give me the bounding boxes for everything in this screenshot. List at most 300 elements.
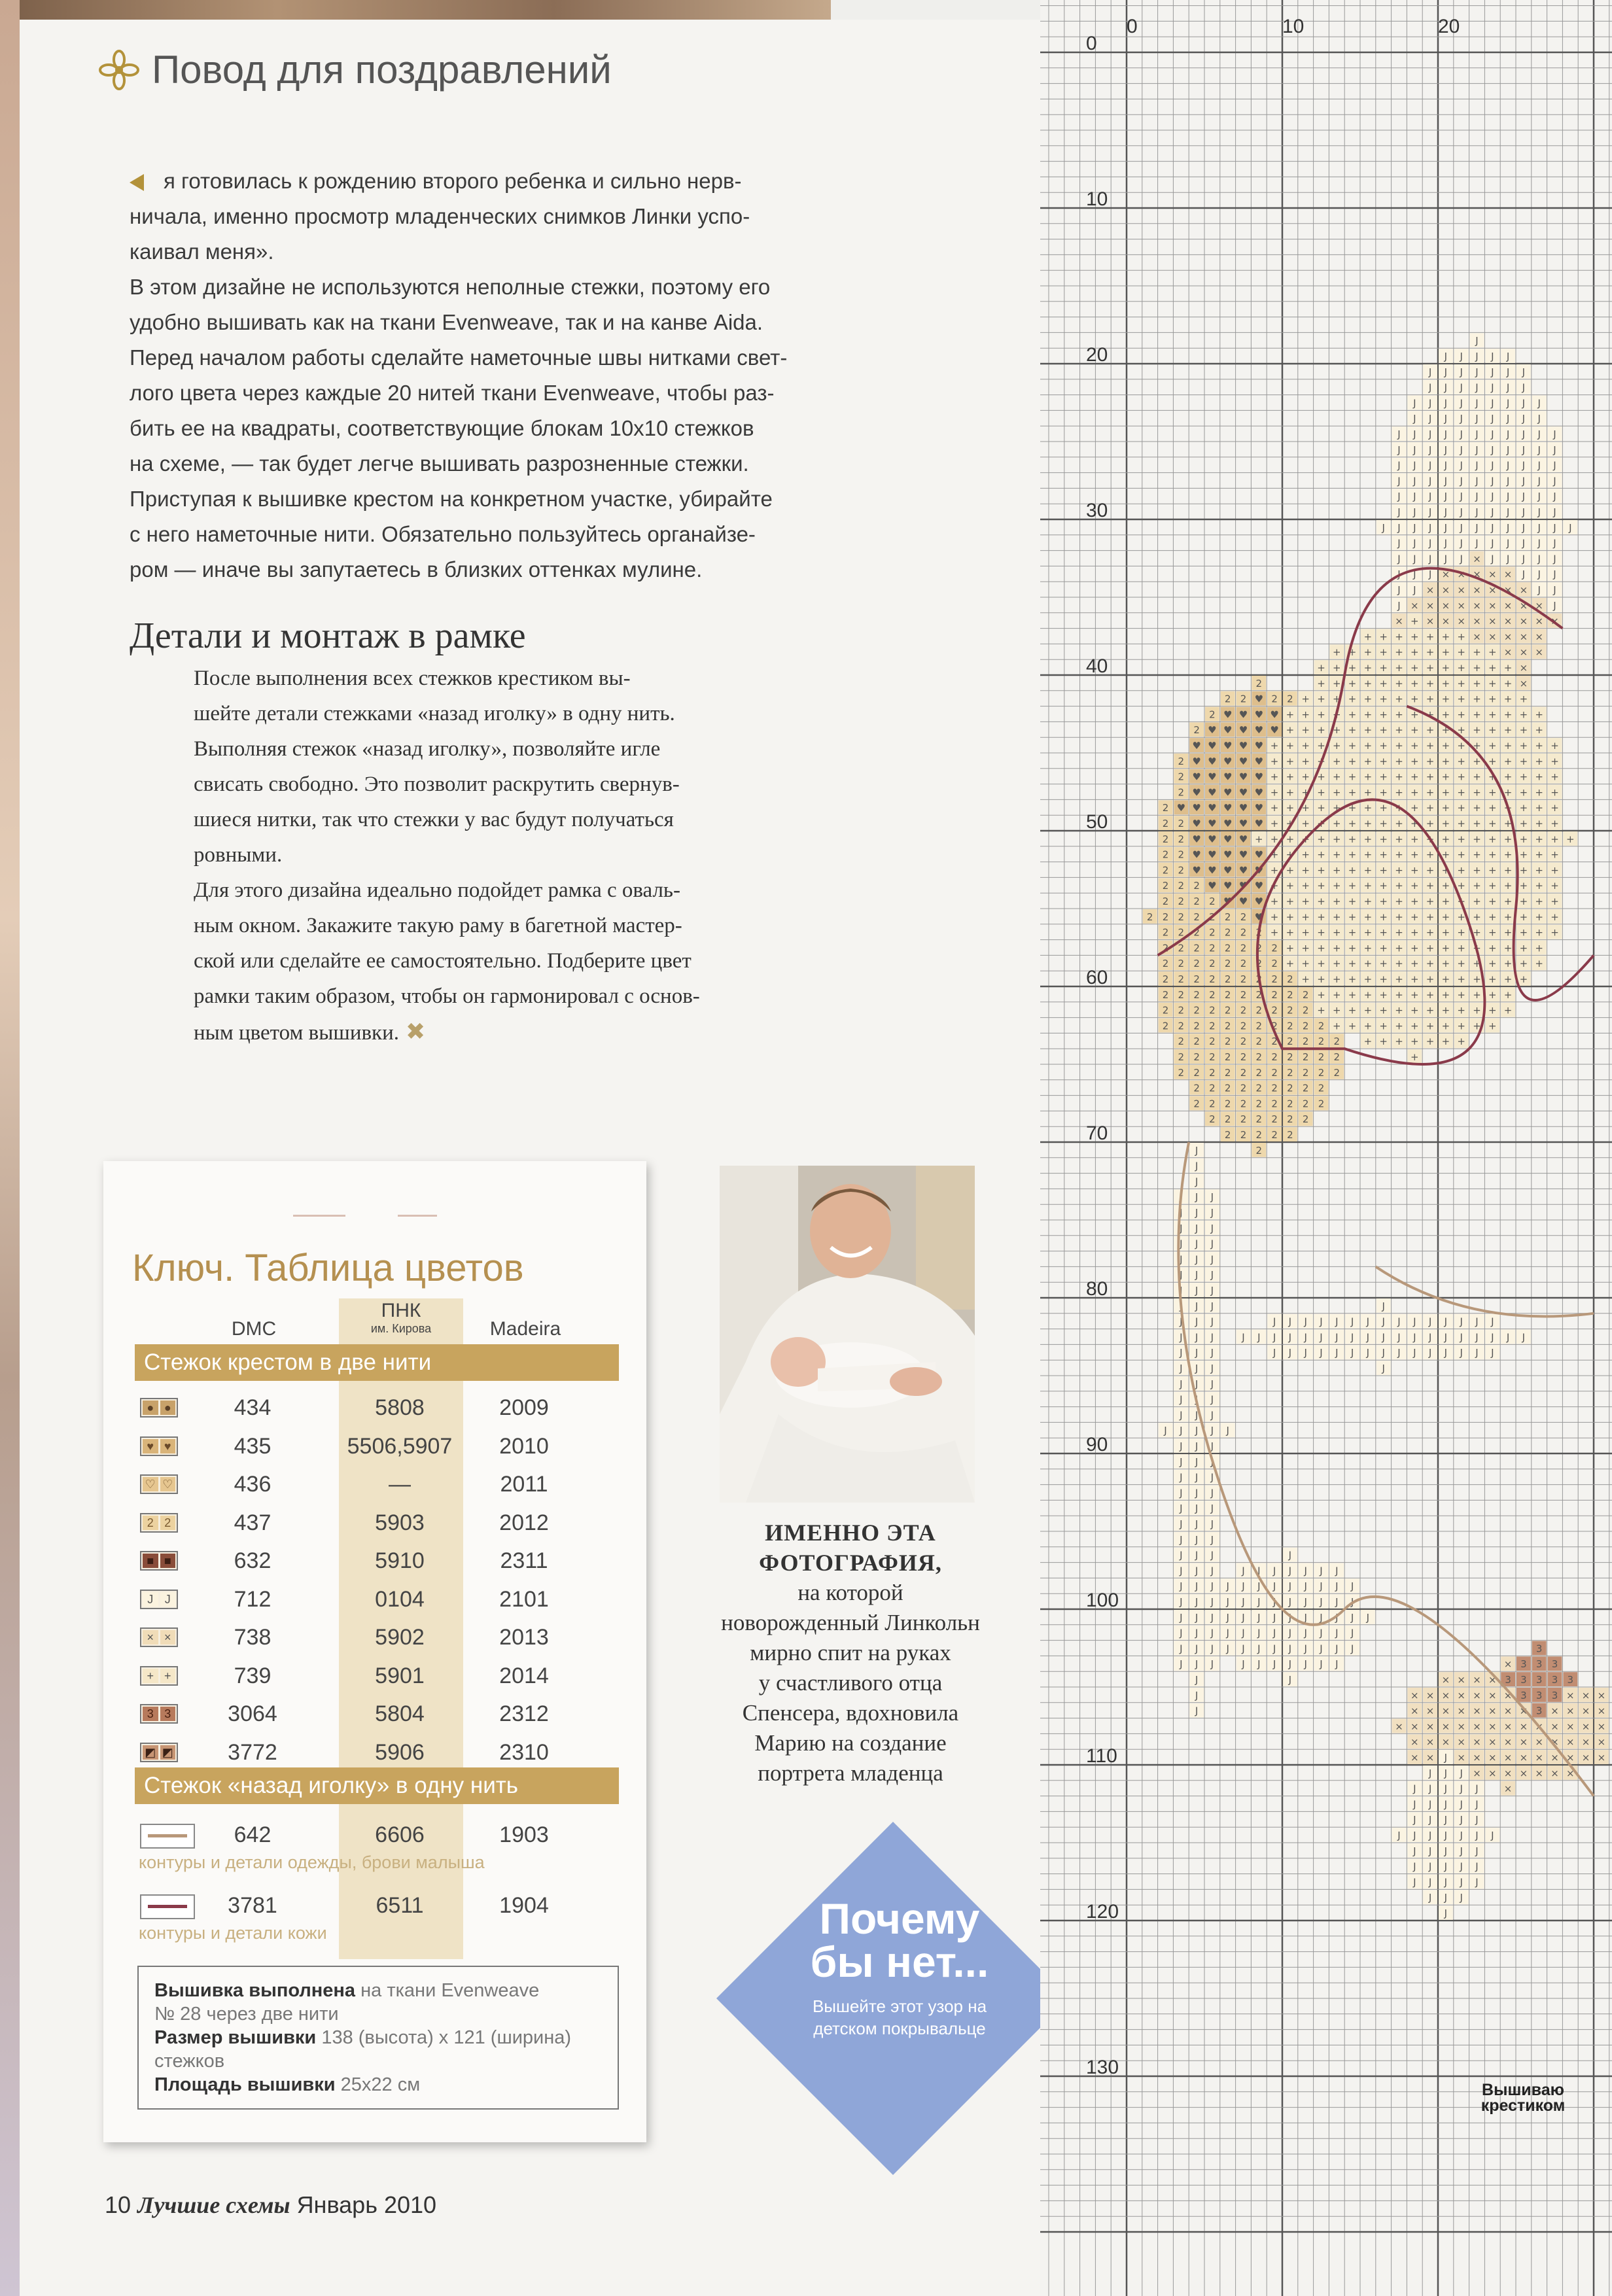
caption-line: мирно спит на руках <box>750 1640 951 1665</box>
stitch-symbol: ♥ <box>1208 740 1217 752</box>
stitch-symbol: + <box>1519 771 1528 783</box>
stitch-symbol: J <box>1553 584 1556 596</box>
stitch-symbol: J <box>1522 506 1526 518</box>
stitch-symbol: + <box>1270 926 1279 939</box>
stitch-symbol: + <box>1426 1020 1435 1032</box>
stitch-symbol: J <box>1460 521 1463 534</box>
stitch-symbol: 2 <box>1178 896 1185 907</box>
stitch-symbol: J <box>1397 1331 1401 1344</box>
intro-line: В этом дизайне не используются неполные стежки, поэтому его <box>130 275 771 299</box>
stitch-symbol: J <box>1444 444 1448 456</box>
stitch-symbol: J <box>1475 1315 1479 1328</box>
stitch-symbol: J <box>1195 1705 1199 1717</box>
stitch-symbol: + <box>1270 802 1279 814</box>
stitch-symbol: J <box>1428 1845 1432 1857</box>
stitch-symbol: + <box>1551 896 1559 907</box>
stitch-symbol: J <box>1537 459 1541 472</box>
stitch-symbol: + <box>1441 911 1450 923</box>
details-text <box>194 661 835 1051</box>
stitch-symbol: + <box>1379 662 1388 674</box>
stitch-symbol: J <box>1428 444 1432 456</box>
stitch-symbol: 2 <box>1271 1098 1278 1110</box>
stitch-symbol: 2 <box>1162 973 1169 985</box>
stitch-symbol: J <box>1444 1892 1448 1904</box>
stitch-symbol: + <box>1301 833 1310 845</box>
stitch-symbol: J <box>1491 351 1494 362</box>
stitch-symbol: × <box>1410 1752 1419 1764</box>
stitch-symbol: + <box>1363 818 1373 829</box>
stitch-symbol: J <box>1397 553 1401 565</box>
stitch-symbol: + <box>1348 724 1357 737</box>
stitch-symbol: × <box>1473 1720 1481 1733</box>
stitch-symbol: J <box>1491 444 1494 456</box>
stitch-symbol: × <box>1581 1705 1590 1717</box>
stitch-symbol: × <box>1473 553 1481 565</box>
stitch-symbol: + <box>1395 848 1403 861</box>
stitch-symbol: 2 <box>1224 1129 1231 1141</box>
caption-title-2: ФОТОГРАФИЯ, <box>759 1550 942 1576</box>
stitch-symbol: + <box>1410 740 1419 752</box>
stitch-symbol: J <box>1242 1331 1245 1344</box>
stitch-symbol: × <box>1426 1689 1435 1701</box>
stitch-symbol: J <box>1210 1565 1214 1577</box>
stitch-symbol: + <box>1379 833 1388 845</box>
stitch-symbol: + <box>1379 677 1388 689</box>
stitch-symbol: 3 <box>1535 1643 1543 1655</box>
stitch-symbol: J <box>1491 413 1494 425</box>
stitch-symbol: 2 <box>1240 1082 1247 1094</box>
stitch-symbol: 2 <box>1178 958 1185 970</box>
stitch-symbol: J <box>1350 1596 1354 1608</box>
stitch-symbol: J <box>1210 1363 1214 1374</box>
stitch-symbol: + <box>1488 662 1497 674</box>
stitch-symbol: J <box>1491 366 1494 378</box>
stitch-symbol: J <box>1428 1814 1432 1826</box>
stitch-symbol: 2 <box>1318 1020 1325 1032</box>
stitch-symbol: + <box>1301 880 1310 892</box>
stitch-symbol: + <box>1441 786 1450 799</box>
stitch-symbol: J <box>1506 537 1510 549</box>
stitch-symbol: + <box>1395 646 1403 659</box>
stitch-symbol: 3 <box>1520 1674 1527 1686</box>
stitch-symbol: J <box>1444 1315 1448 1328</box>
stitch-symbol: J <box>1195 1300 1199 1312</box>
stitch-symbol: + <box>1333 677 1341 689</box>
stitch-symbol: J <box>1491 1315 1494 1328</box>
stitch-symbol: × <box>1457 1720 1465 1733</box>
stitch-symbol: J <box>1460 428 1463 440</box>
stitch-symbol: J <box>1210 1425 1214 1437</box>
dmc-code: 3772 <box>228 1739 277 1765</box>
stitch-symbol: + <box>1503 911 1513 923</box>
stitch-symbol: ♥ <box>1223 708 1233 721</box>
dmc-code: 3781 <box>228 1893 277 1918</box>
stitch-symbol: J <box>1335 1315 1339 1328</box>
stitch-symbol: + <box>1488 1020 1497 1032</box>
stitch-symbol: × <box>1566 1705 1575 1717</box>
stitch-symbol: + <box>1395 755 1403 767</box>
stitch-symbol: J <box>1475 1845 1479 1857</box>
stitch-symbol: ♥ <box>1223 802 1233 814</box>
stitch-symbol: ● ● <box>140 1398 178 1418</box>
stitch-symbol: × <box>1473 1674 1481 1686</box>
stitch-symbol: J <box>1444 1331 1448 1344</box>
stitch-symbol: × <box>1566 1767 1575 1779</box>
stitch-symbol: + <box>1410 646 1419 659</box>
stitch-symbol: + <box>1519 786 1528 799</box>
stitch-symbol: J <box>1553 491 1556 503</box>
stitch-symbol: J <box>1460 1783 1463 1795</box>
intro-line: лого цвета через каждые 20 нитей ткани Evenweave, чтобы раз- <box>130 381 775 405</box>
stitch-symbol: + <box>1286 724 1295 737</box>
pnk-code: 0104 <box>375 1586 425 1612</box>
stitch-symbol: + <box>1286 958 1295 970</box>
key-row <box>135 1658 619 1696</box>
stitch-symbol: × <box>1535 646 1543 659</box>
stitch-symbol: ♥ <box>1238 755 1248 767</box>
stitch-symbol: 2 <box>1255 1004 1263 1017</box>
stitch-symbol: J <box>1272 1643 1276 1655</box>
pnk-code: 5506,5907 <box>347 1433 453 1459</box>
stitch-symbol: 2 <box>1178 988 1185 1001</box>
stitch-symbol: J <box>1460 444 1463 456</box>
stitch-symbol: J <box>1460 506 1463 518</box>
stitch-symbol: J <box>1537 413 1541 425</box>
stitch-symbol: + <box>1488 896 1497 907</box>
stitch-symbol: 2 <box>1193 880 1200 892</box>
stitch-symbol: + <box>1363 802 1373 814</box>
dmc-code: 712 <box>234 1586 272 1612</box>
stitch-symbol: ♥ <box>1254 896 1264 907</box>
stitch-symbol: ♥ <box>1254 708 1264 721</box>
stitch-symbol: × <box>1441 1736 1450 1748</box>
stitch-symbol: + <box>1473 771 1481 783</box>
stitch-symbol: + <box>1519 911 1528 923</box>
stitch-symbol: 2 <box>1178 1020 1185 1032</box>
stitch-symbol: J <box>1460 491 1463 503</box>
stitch-symbol: + <box>1426 818 1435 829</box>
stitch-symbol: J <box>1210 1580 1214 1593</box>
stitch-symbol: + <box>1348 896 1357 907</box>
stitch-symbol: × <box>1597 1689 1606 1701</box>
stitch-symbol: ♥ <box>1270 724 1279 737</box>
stitch-symbol: ♥ <box>1223 896 1233 907</box>
stitch-symbol: J <box>1569 521 1572 534</box>
row-label: 120 <box>1086 1901 1119 1922</box>
stitch-symbol: 2 <box>1224 926 1231 939</box>
stitch-symbol: J <box>1257 1627 1261 1639</box>
stitch-symbol: 2 <box>1209 973 1216 985</box>
stitch-symbol: ♥ <box>1238 724 1248 737</box>
stitch-symbol: 2 <box>1255 1020 1263 1032</box>
stitch-symbol: J <box>1428 521 1432 534</box>
stitch-symbol: + <box>1317 988 1325 1001</box>
dmc-code: 738 <box>234 1625 272 1650</box>
stitch-symbol: J <box>1397 584 1401 596</box>
stitch-symbol: + <box>1519 880 1528 892</box>
stitch-symbol: + <box>1426 786 1435 799</box>
stitch-symbol: + <box>1426 708 1435 721</box>
stitch-symbol: J <box>1288 1658 1292 1671</box>
stitch-symbol: + <box>1426 755 1435 767</box>
stitch-symbol: J <box>1413 1860 1416 1873</box>
stitch-symbol: + <box>1317 833 1325 845</box>
stitch-symbol: + <box>1348 880 1357 892</box>
intro-line: удобно вышивать как на ткани Evenweave, так и на канве Aida. <box>130 310 763 334</box>
stitch-symbol: J <box>1460 413 1463 425</box>
stitch-symbol: + <box>1379 708 1388 721</box>
pnk-code: 6606 <box>375 1822 425 1847</box>
stitch-symbol: × <box>1473 615 1481 627</box>
stitch-symbol: ♥ <box>1223 818 1233 829</box>
dmc-code: 436 <box>234 1472 272 1497</box>
stitch-symbol: + <box>1410 958 1419 970</box>
stitch-symbol: J <box>1522 568 1526 581</box>
stitch-symbol: 2 <box>1193 1004 1200 1017</box>
stitch-symbol: × <box>1473 631 1481 643</box>
stitch-symbol: ♥ <box>1208 755 1217 767</box>
stitch-symbol: ♥ <box>1208 880 1217 892</box>
stitch-symbol: + <box>1441 958 1450 970</box>
cross-stitch-chart <box>1040 0 1612 2296</box>
stitch-symbol: × <box>1441 568 1450 581</box>
stitch-symbol: × <box>1457 584 1465 596</box>
madeira-code: 2013 <box>499 1625 549 1650</box>
stitch-symbol: + <box>1473 911 1481 923</box>
stitch-symbol: + <box>1348 864 1357 877</box>
stitch-symbol: J <box>1304 1580 1307 1593</box>
stitch-symbol: + <box>1503 724 1513 737</box>
stitch-symbol: ♥ <box>1254 740 1264 752</box>
stitch-symbol: J <box>1382 1347 1385 1359</box>
stitch-symbol: + <box>1551 864 1559 877</box>
stitch-symbol: 3 3 <box>140 1704 178 1724</box>
stitch-symbol: + <box>1348 708 1357 721</box>
stitch-symbol: + <box>1270 896 1279 907</box>
stitch-symbol: J <box>1506 428 1510 440</box>
stitch-symbol: J <box>1195 1315 1199 1328</box>
stitch-symbol: 2 <box>1209 942 1216 954</box>
stitch-symbol: + <box>1301 911 1310 923</box>
stitch-symbol: ♥ <box>1192 771 1201 783</box>
stitch-symbol: J <box>1522 381 1526 394</box>
stitch-symbol: + <box>1395 942 1403 954</box>
pnk-code: 5902 <box>375 1625 425 1650</box>
stitch-symbol: 2 <box>1178 833 1185 845</box>
dmc-code: 434 <box>234 1395 272 1420</box>
stitch-symbol: × <box>1441 615 1450 627</box>
stitch-symbol: + <box>1317 677 1325 689</box>
stitch-symbol: J <box>1304 1611 1307 1624</box>
stitch-symbol: J <box>1195 1222 1199 1234</box>
stitch-symbol: 2 <box>1255 1098 1263 1110</box>
magazine-logo: Вышиваю крестиком <box>1481 2081 1566 2115</box>
stitch-symbol: + <box>1379 786 1388 799</box>
stitch-symbol: + <box>1535 896 1543 907</box>
stitch-symbol: × <box>1503 1752 1513 1764</box>
stitch-symbol: J <box>1210 1253 1214 1266</box>
stitch-symbol: + <box>1301 973 1310 985</box>
stitch-symbol: J <box>1288 1627 1292 1639</box>
stitch-symbol: J <box>1397 1830 1401 1841</box>
stitch-symbol: + <box>1348 755 1357 767</box>
stitch-symbol: + <box>1363 771 1373 783</box>
stitch-symbol: J <box>1210 1503 1214 1515</box>
photo-edge-top <box>0 0 831 20</box>
col-header-madeira: Madeira <box>489 1318 561 1340</box>
stitch-symbol: J <box>1288 1674 1292 1686</box>
stitch-symbol: + <box>1488 973 1497 985</box>
backstitch-note: контуры и детали одежды, брови малыша <box>139 1852 485 1872</box>
stitch-symbol: J <box>1195 1643 1199 1655</box>
stitch-symbol: 2 <box>1240 1113 1247 1126</box>
stitch-symbol: J <box>1288 1549 1292 1561</box>
stitch-symbol: + <box>1379 988 1388 1001</box>
stitch-symbol: + <box>1317 864 1325 877</box>
stitch-symbol: 2 <box>1209 911 1216 923</box>
stitch-symbol: 2 <box>1224 911 1231 923</box>
stitch-symbol: J <box>1413 491 1416 503</box>
stitch-symbol: ♥ <box>1270 708 1279 721</box>
stitch-symbol: J <box>1257 1580 1261 1593</box>
stitch-symbol: + <box>1551 771 1559 783</box>
stitch-symbol: J <box>1428 1331 1432 1344</box>
stitch-symbol: J <box>1320 1331 1323 1344</box>
stitch-symbol: J <box>1272 1580 1276 1593</box>
stitch-symbol: + <box>1270 848 1279 861</box>
spec-box <box>137 1966 619 2110</box>
stitch-symbol: 2 <box>1193 896 1200 907</box>
stitch-symbol: J <box>1413 413 1416 425</box>
stitch-symbol: + <box>1457 911 1465 923</box>
stitch-symbol: × <box>1519 584 1528 596</box>
stitch-symbol: + <box>1535 911 1543 923</box>
stitch-symbol: + <box>1441 1020 1450 1032</box>
stitch-symbol: 2 <box>1287 1098 1293 1110</box>
stitch-symbol: + <box>1488 1004 1497 1017</box>
stitch-symbol: + <box>1473 677 1481 689</box>
stitch-symbol: J <box>1226 1596 1229 1608</box>
stitch-symbol: × <box>1503 1689 1513 1701</box>
stitch-symbol: + <box>1488 724 1497 737</box>
stitch-symbol: J <box>1350 1347 1354 1359</box>
stitch-symbol: + <box>1286 942 1295 954</box>
stitch-symbol: J <box>1195 1191 1199 1204</box>
stitch-symbol: × <box>1457 1736 1465 1748</box>
stitch-symbol: J <box>1382 1363 1385 1374</box>
stitch-symbol: 2 <box>1240 1129 1247 1141</box>
stitch-symbol: ♥ <box>1223 724 1233 737</box>
stitch-symbol: + <box>1379 926 1388 939</box>
stitch-symbol: × <box>1503 1783 1513 1795</box>
stitch-symbol: J <box>1553 506 1556 518</box>
stitch-symbol: J <box>1180 1425 1183 1437</box>
stitch-symbol: 3 <box>1535 1689 1543 1701</box>
stitch-symbol: J <box>1413 568 1416 581</box>
stitch-symbol: J <box>1428 568 1432 581</box>
stitch-symbol: J <box>1553 553 1556 565</box>
stitch-symbol: 2 <box>1178 1004 1185 1017</box>
stitch-symbol: J <box>1475 1798 1479 1811</box>
stitch-symbol: + <box>1348 942 1357 954</box>
stitch-symbol: × <box>1488 1674 1497 1686</box>
pnk-code: 5901 <box>375 1663 425 1688</box>
stitch-symbol: + <box>1457 958 1465 970</box>
stitch-symbol: × <box>1488 584 1497 596</box>
stitch-symbol: J <box>1475 1814 1479 1826</box>
stitch-symbol: ♥ <box>1192 864 1201 877</box>
row-label: 110 <box>1086 1745 1117 1767</box>
stitch-symbol: 2 <box>1287 1051 1293 1063</box>
stitch-symbol: J <box>1444 1798 1448 1811</box>
stitch-symbol: + <box>1441 942 1450 954</box>
stitch-symbol: J <box>1522 366 1526 378</box>
stitch-symbol: 2 <box>1271 942 1278 954</box>
stitch-symbol: J <box>1491 491 1494 503</box>
stitch-symbol: J <box>1553 459 1556 472</box>
stitch-symbol: J <box>1460 1798 1463 1811</box>
stitch-symbol: 2 <box>1318 1066 1325 1079</box>
stitch-symbol: J <box>1180 1503 1183 1515</box>
stitch-symbol: + <box>1333 880 1341 892</box>
stitch-symbol: × <box>1488 615 1497 627</box>
stitch-symbol: + <box>1379 693 1388 705</box>
stitch-symbol: × <box>1535 1736 1543 1748</box>
stitch-symbol: + <box>1473 786 1481 799</box>
stitch-symbol: J <box>1413 475 1416 487</box>
madeira-code: 2012 <box>499 1510 549 1535</box>
stitch-symbol: J <box>1475 1860 1479 1873</box>
stitch-symbol: J <box>1460 366 1463 378</box>
stitch-symbol: J <box>1537 491 1541 503</box>
stitch-symbol: ♥ <box>1223 740 1233 752</box>
stitch-symbol: ♥ <box>1208 833 1217 845</box>
stitch-symbol: + <box>1348 646 1357 659</box>
stitch-symbol: J <box>1428 459 1432 472</box>
stitch-symbol: J <box>1491 537 1494 549</box>
stitch-symbol: + <box>1519 818 1528 829</box>
stitch-symbol: ♥ <box>1254 693 1264 705</box>
stitch-symbol: 2 <box>1193 973 1200 985</box>
stitch-symbol: + <box>1488 771 1497 783</box>
details-line: свисать свободно. Это позволит раскрутить свернув- <box>194 773 680 796</box>
stitch-symbol: J <box>1335 1643 1339 1655</box>
stitch-symbol: J <box>1444 1876 1448 1888</box>
stitch-symbol: + <box>1551 833 1559 845</box>
caption-line: портрета младенца <box>758 1760 943 1786</box>
stitch-symbol: J <box>1537 521 1541 534</box>
stitch-symbol: + <box>1551 740 1559 752</box>
stitch-symbol: J <box>1475 351 1479 362</box>
stitch-symbol: + <box>1551 911 1559 923</box>
stitch-symbol: ♥ <box>1238 864 1248 877</box>
pin-decoration <box>293 1215 345 1217</box>
stitch-symbol: 2 <box>1271 1020 1278 1032</box>
stitch-symbol: J <box>1210 1222 1214 1234</box>
stitch-symbol: + <box>1363 958 1373 970</box>
stitch-symbol: 3 <box>1520 1689 1527 1701</box>
stitch-symbol: J <box>1444 553 1448 565</box>
stitch-symbol: + <box>1379 724 1388 737</box>
stitch-symbol: J <box>1195 1658 1199 1671</box>
stitch-symbol: 2 <box>1255 1035 1263 1048</box>
stitch-symbol: ♥ <box>1254 848 1264 861</box>
stitch-symbol: × <box>1535 631 1543 643</box>
stitch-symbol: × <box>1441 584 1450 596</box>
stitch-symbol: + <box>1379 755 1388 767</box>
spec-area: Площадь вышивки 25x22 см <box>154 2074 421 2095</box>
stitch-symbol: J <box>1242 1627 1245 1639</box>
